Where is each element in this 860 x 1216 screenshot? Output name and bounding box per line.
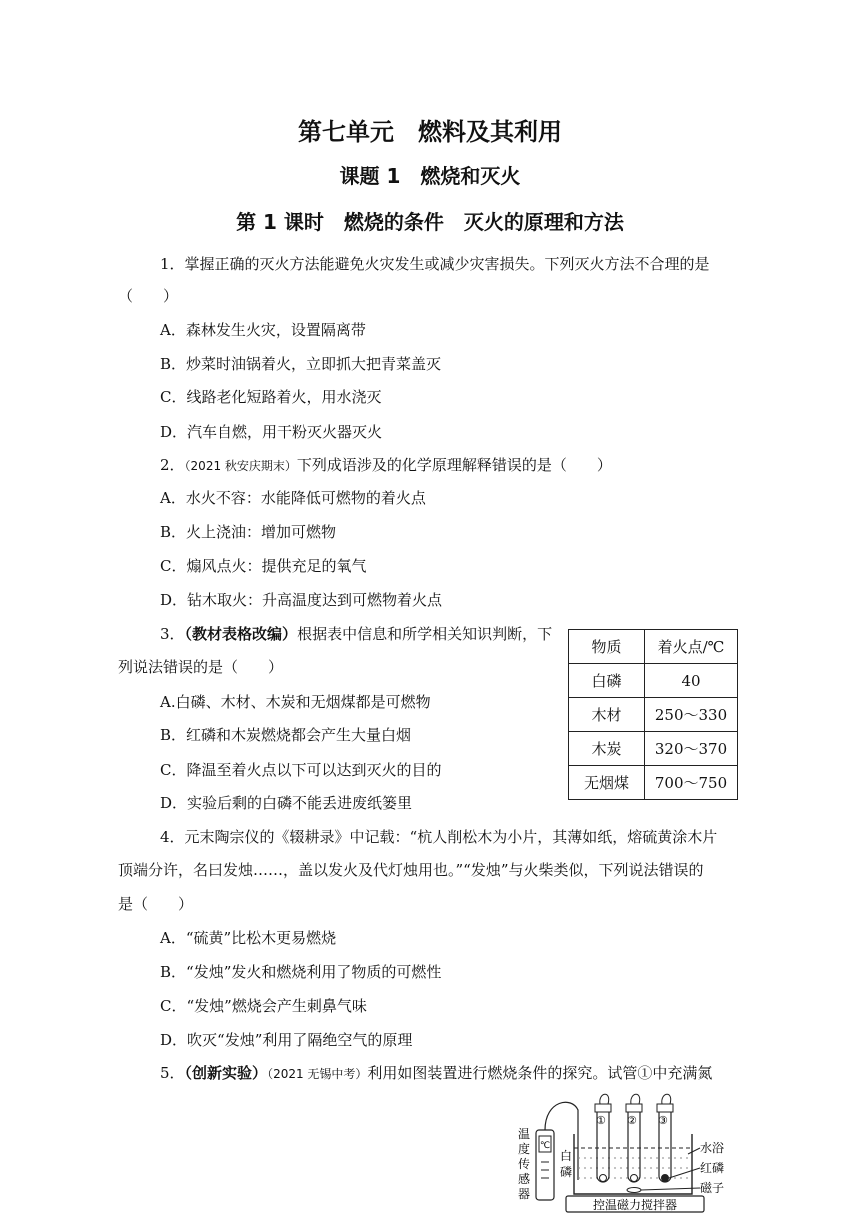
table-cell-ignition: 250～330 [645, 698, 738, 732]
q5-number: 5． [160, 1064, 185, 1082]
q3-number: 3． [160, 625, 185, 643]
lesson-title: 课题 1 燃烧和灭火 [339, 164, 521, 188]
q4-option-d: D．吹灭“发烛”利用了隔绝空气的原理 [160, 1031, 413, 1049]
table-row [569, 664, 738, 698]
q3-option-d: D．实验后剩的白磷不能丢进废纸篓里 [160, 794, 413, 812]
combustion-apparatus-figure [512, 1090, 740, 1214]
table-header-row [569, 630, 738, 664]
table-cell-ignition: 700～750 [645, 766, 738, 800]
q2-option-c: C．煽风点火：提供充足的氧气 [160, 557, 367, 575]
q1-option-a: A．森林发生火灾，设置隔离带 [160, 321, 366, 339]
q2-option-b: B．火上浇油：增加可燃物 [160, 523, 337, 541]
test-tube-3 [657, 1094, 673, 1182]
q5-stem [160, 1063, 712, 1084]
table-row [569, 732, 738, 766]
sensor-label-1: 度 [518, 1142, 531, 1156]
q4-stem-cont1: 顶端分许，名曰发烛……，盖以发火及代灯烛用也。”“发烛”与火柴类似，下列说法错误的 [118, 861, 704, 879]
q2-number: 2． [160, 456, 185, 474]
table-header-ignition: 着火点/℃ [645, 630, 738, 664]
table-row [569, 766, 738, 800]
stirrer-label: 控温磁力搅拌器 [592, 1198, 678, 1212]
test-tube-2 [626, 1094, 642, 1182]
q3-stem-cont: 列说法错误的是（ ） [118, 658, 284, 676]
tube-2-label: ② [627, 1114, 637, 1127]
q4-stem-cont2: 是（ ） [118, 895, 194, 913]
q1-option-b: B．炒菜时油锅着火，立即抓大把青菜盖灭 [160, 355, 442, 373]
q4-option-c: C．“发烛”燃烧会产生刺鼻气味 [160, 997, 367, 1015]
sensor-label-3: 感 [518, 1172, 531, 1186]
table-cell-substance: 无烟煤 [569, 766, 645, 800]
table-cell-substance: 木材 [569, 698, 645, 732]
q1-answer-bracket: （ ） [118, 287, 179, 305]
q2-stem [160, 455, 612, 476]
table-cell-ignition: 40 [645, 664, 738, 698]
magnetic-stir-bar [627, 1188, 641, 1193]
q5-text: 利用如图装置进行燃烧条件的探究。试管①中充满氮 [367, 1064, 713, 1082]
q4-option-b: B．“发烛”发火和燃烧利用了物质的可燃性 [160, 963, 442, 981]
q2-source: （2021 秋安庆期末） [184, 459, 297, 473]
ignition-point-table [568, 629, 738, 800]
white-p-label-0: 白 [560, 1149, 573, 1163]
sensor-unit: ℃ [540, 1141, 551, 1151]
table-cell-substance: 白磷 [569, 664, 645, 698]
q3-tag: （教材表格改编） [184, 625, 298, 643]
q3-text: 根据表中信息和所学相关知识判断，下 [297, 625, 553, 643]
sensor-label-0: 温 [518, 1127, 531, 1141]
q3-option-a: A.白磷、木材、木炭和无烟煤都是可燃物 [160, 693, 431, 711]
q3-stem [160, 624, 552, 644]
q3-option-b: B．红磷和木炭燃烧都会产生大量白烟 [160, 726, 412, 744]
table-row [569, 698, 738, 732]
q1-stem: 1．掌握正确的灭火方法能避免火灾发生或减少灾害损失。下列灭火方法不合理的是 [160, 255, 710, 273]
sensor-label-4: 器 [518, 1187, 531, 1201]
white-p-label-1: 磷 [560, 1165, 573, 1179]
test-tube-1 [595, 1094, 611, 1182]
q4-stem: 4．元末陶宗仪的《辍耕录》中记载：“杭人削松木为小片，其薄如纸，熔硫黄涂木片 [160, 828, 718, 846]
q2-option-a: A．水火不容：水能降低可燃物的着火点 [160, 489, 426, 507]
tube-3-label: ③ [658, 1114, 668, 1127]
table-header-substance: 物质 [569, 630, 645, 664]
q5-tag: （创新实验） [184, 1064, 268, 1082]
q3-option-c: C．降温至着火点以下可以达到灭火的目的 [160, 761, 442, 779]
unit-title: 第七单元 燃料及其利用 [298, 118, 562, 146]
q5-source: （2021 无锡中考） [267, 1067, 368, 1081]
magnet-label: 磁子 [700, 1181, 725, 1195]
q1-option-c: C．线路老化短路着火，用水浇灭 [160, 388, 382, 406]
tube-1-label: ① [596, 1114, 606, 1127]
q2-option-d: D．钻木取火：升高温度达到可燃物着火点 [160, 591, 443, 609]
period-title: 第 1 课时 燃烧的条件 灭火的原理和方法 [236, 210, 624, 234]
red-p-label: 红磷 [700, 1161, 725, 1175]
q2-text: 下列成语涉及的化学原理解释错误的是（ ） [296, 456, 612, 474]
q1-option-d: D．汽车自燃，用干粉灭火器灭火 [160, 423, 383, 441]
water-bath-beaker [574, 1134, 692, 1194]
q4-option-a: A．“硫黄”比松木更易燃烧 [160, 929, 337, 947]
sensor-label-2: 传 [518, 1157, 531, 1171]
table-cell-substance: 木炭 [569, 732, 645, 766]
table-cell-ignition: 320～370 [645, 732, 738, 766]
water-bath-label: 水浴 [700, 1141, 725, 1155]
